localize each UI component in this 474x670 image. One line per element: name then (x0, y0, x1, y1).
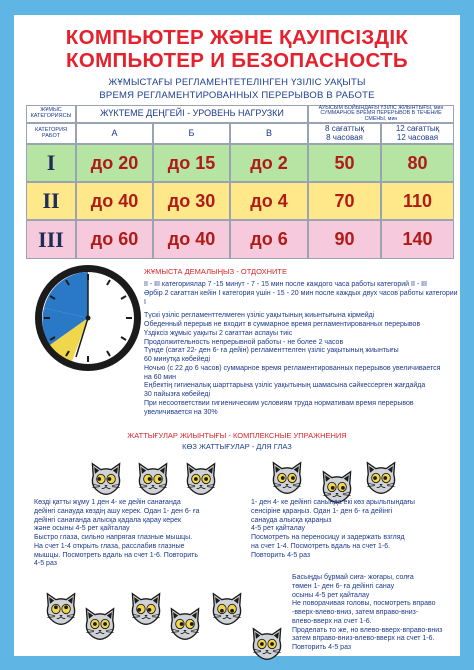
row1-break-8h: 50 (308, 144, 381, 182)
cat-face-icon (250, 627, 284, 661)
title-kz: КОМПЬЮТЕР ЖӘНЕ ҚАУІПСІЗДІК (65, 26, 409, 49)
load-col-b: Б (153, 123, 230, 144)
exercise-2-line: Повторить 4-5 раз (251, 551, 311, 559)
exercises-heading: ЖАТТЫҒУЛАР ЖИЫНТЫҒЫ - КОМПЛЕКСНЫЕ УПРАЖНЕНИЯ (127, 431, 347, 440)
row1-load-a: до 20 (76, 144, 153, 182)
exercise-3-line: -вверх-влево-вниз, затем вправо-вниз- (292, 609, 419, 616)
subtitle-kz: ЖҰМЫСТАҒЫ РЕГЛАМЕНТЕТЕЛІНГЕН ҮЗІЛІС УАҚЫТЫ (108, 77, 366, 88)
break-header-kz: АУЫСЫМ БОЙЫНДАҒЫ ҮЗІЛІС ЖИЫНТЫҒЫ, мин (318, 104, 444, 111)
exercise-3-line: влево-вверх на счет 1-6. (292, 617, 372, 625)
category-header-kz: ЖҰМЫС КАТЕГОРИЯСЫ (26, 105, 76, 123)
exercise-3-line: затем вправо-вниз-влево-вверх на счет 1-6. (292, 635, 435, 643)
row1-break-12h: 80 (381, 144, 454, 182)
category-header-ru: КАТЕГОРИЯ РАБОТ (26, 123, 76, 144)
row2-break-8h: 70 (308, 182, 381, 220)
rest-heading: ЖҰМЫСТА ДЕМАЛЫҢЫЗ - ОТДОХНИТЕ (144, 267, 288, 276)
row3-load-c: до 6 (230, 220, 308, 259)
rest-line: Ночью (с 22 до 6 часов) суммарное время регламентированных перерывов увеличивается (144, 364, 441, 372)
rest-line: 30 пайызға көбейеді (144, 391, 211, 398)
cat-face-icon (44, 592, 78, 626)
exercise-3-line: Не поворачивая головы, посмотреть вправо (292, 600, 436, 608)
exercise-3-line: Проделать то же, но влево-вверх-вправо-вниз (292, 626, 443, 634)
exercise-2-line: Посмотреть на переносицу и задержать взгляд (251, 534, 405, 541)
poster-sheet (14, 15, 460, 656)
cat-face-icon (129, 592, 163, 626)
exercise-2-text (251, 499, 457, 560)
rest-line: Продолжительность непрерывной работы - не более 2 часов (144, 338, 344, 346)
row2-load-c: до 4 (230, 182, 308, 220)
cat-face-icon (210, 592, 244, 626)
rest-line: Обеденный перерыв не входит в суммарное время регламентированных перерывов (144, 321, 421, 328)
cat-face-icon (270, 461, 304, 495)
break-header-ru: СУММАРНОЕ ВРЕМЯ ПЕРЕРЫВОВ В ТЕЧЕНИЕ СМЕНЫ, мин (320, 110, 442, 122)
load-level-header: ЖҮКТЕМЕ ДЕҢГЕЙІ - УРОВЕНЬ НАГРУЗКИ (76, 105, 308, 123)
row2-load-b: до 30 (153, 182, 230, 220)
rest-line: 60 минутқа көбейеді (144, 356, 210, 363)
cat-face-icon (136, 462, 170, 496)
row3-break-12h: 140 (381, 220, 454, 259)
exercise-2-line: санауда алысқа қараңыз (251, 516, 332, 524)
row2-break-12h: 110 (381, 182, 454, 220)
exercise-1-line: дейінгі санағанда алысқа қадала қарау керек (34, 516, 182, 524)
exercise-2-line: сенсіріне қараңыз. Одан 1- ден 6- ға дейінгі (251, 507, 393, 515)
exercise-2-line: 4-5 рет қайталау (251, 525, 306, 533)
exercise-1-text (34, 499, 244, 569)
exercise-1-line: На счет 1-4 открыть глаза, расслабив глазные (34, 542, 185, 550)
row3-load-b: до 40 (153, 220, 230, 259)
exercise-3-line: осыны 4-5 рет қайталау (292, 591, 370, 599)
row3-category: III (26, 220, 76, 259)
shift-8-ru: 8 часовая (326, 132, 363, 142)
cat-face-icon (89, 462, 123, 496)
shift-12-kz: 12 сағаттық (395, 124, 440, 134)
rest-line: на 60 мин (144, 373, 177, 381)
row3-load-a: до 60 (76, 220, 153, 259)
rest-line: Әрбір 2 сағаттан кейін I категория үшін - 15 - 20 мин после каждых двух часов работы категории I (144, 289, 458, 306)
rest-line: увеличивается на 30% (144, 408, 218, 416)
exercise-1-line: дейінгі санауда көздің ашу керек. Одан 1- ден 6- ға (34, 507, 200, 515)
exercise-3-text (292, 574, 458, 653)
exercise-3-line: Басыңды бұрмай сиға- жоғары, солға (292, 574, 414, 581)
shift-8-kz: 8 сағаттық (325, 124, 364, 134)
exercise-2-line: 1- ден 4- ке дейінгі санында екі көз арыльпындағы (251, 499, 415, 506)
row1-load-c: до 2 (230, 144, 308, 182)
rest-line: При несоответствии гигиеническим условиям труда нормативам время перерывов (144, 399, 414, 407)
rest-line: Үздіксіз жұмыс уақыты 2 сағаттан аспауы тиіс (144, 329, 293, 337)
subtitle-ru: ВРЕМЯ РЕГЛАМЕНТИРОВАННЫХ ПЕРЕРЫВОВ В РАБОТЕ (99, 90, 375, 101)
load-col-c: В (230, 123, 308, 144)
row2-category: II (26, 182, 76, 220)
row1-load-b: до 15 (153, 144, 230, 182)
exercise-1-line: және осыны 4-5 рет қайталау (34, 525, 130, 533)
cat-face-icon (184, 462, 218, 496)
row2-load-a: до 40 (76, 182, 153, 220)
eye-exercises-subheading: КӨЗ ЖАТТЫҒУЛАР - ДЛЯ ГЛАЗ (182, 442, 292, 451)
exercise-1-line: мышцы. Посмотреть вдаль на счет 1-6. Повторить (34, 551, 198, 559)
cat-face-icon (83, 607, 117, 641)
rest-line: Еңбектің гигиеналық шарттарына үзіліс уақытының шамасына сәйкессерген жағдайда (144, 382, 426, 390)
title-ru: КОМПЬЮТЕР И БЕЗОПАСНОСТЬ (66, 49, 408, 72)
cat-face-icon (364, 461, 398, 495)
exercise-2-line: на счет 1-4. Посмотреть вдаль на счет 1-6. (251, 542, 391, 550)
rest-line: Түскі үзіліс регламенттелмеген үзіліс уақытының жиынтығына кірмейді (144, 312, 375, 320)
exercise-3-line: Повторить 4-5 раз (292, 644, 352, 651)
rest-line: Түнде (сағат 22- ден 6- ға дейін) регламенттелген үзіліс уақытының жиынтығы (144, 347, 399, 355)
row1-category: I (26, 144, 76, 182)
cat-face-icon (168, 607, 202, 641)
exercise-1-line: 4-5 раз (34, 560, 57, 568)
row3-break-8h: 90 (308, 220, 381, 259)
exercise-1-line: Быстро глаза, сильно напрягая глазные мышцы. (34, 534, 193, 541)
load-col-a: А (76, 123, 153, 144)
rest-line: II - III категориялар 7 -15 минут - 7 - 15 мин после каждого часа работы категорий II - III (144, 281, 427, 288)
exercise-1-line: Көзді қатты жұму 1 ден 4- ке дейін санағанда (34, 499, 181, 506)
exercise-3-line: төмен 1- ден 6- ға дейінгі санау (292, 582, 395, 590)
shift-12-ru: 12 часовая (396, 132, 439, 142)
